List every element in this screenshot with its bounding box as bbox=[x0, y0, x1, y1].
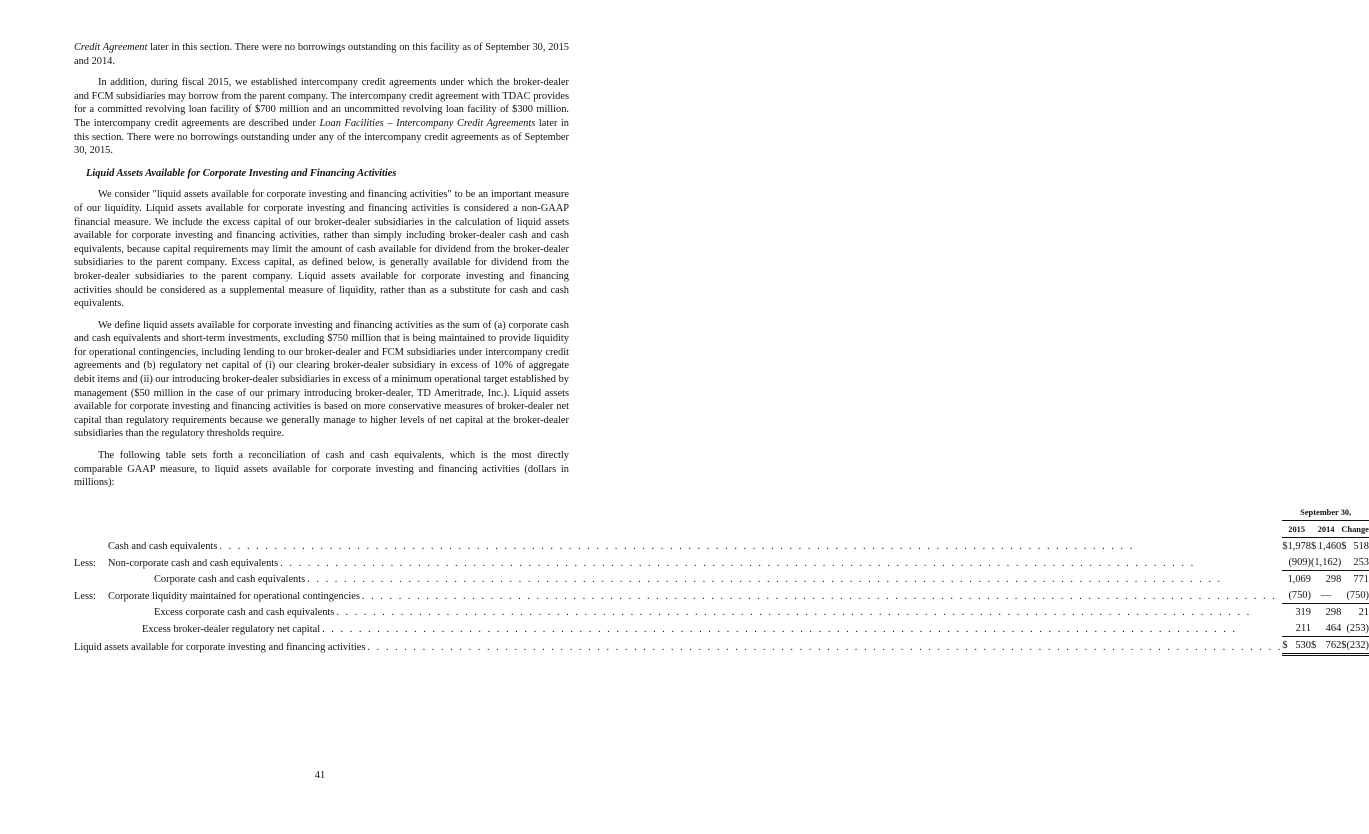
value-2015: 1,069 bbox=[1287, 574, 1311, 586]
less-label: Less: bbox=[74, 557, 96, 569]
value-2014: 762 bbox=[1325, 640, 1342, 652]
value-change: 771 bbox=[1353, 574, 1369, 586]
header-september-30: September 30, bbox=[1282, 504, 1369, 521]
value-2015: 530 bbox=[1295, 640, 1311, 652]
value-change: 21 bbox=[1358, 607, 1369, 619]
table-row: Cash and cash equivalents . . . $ 1,978 $ 1,460 $ 518 bbox=[74, 537, 1369, 554]
value-2015: (750) bbox=[1288, 590, 1311, 602]
paragraph-intercompany-credit: In addition, during fiscal 2015, we established intercompany credit agreements under which the broker-dealer and FCM subsidiaries may borrow from the parent company. The intercompany credit agreement with TDAC provides for a committed revolving loan facility of $700 million and an uncommitted revolving loan facility of $300 million. The intercompany credit agreements are described under Loan Facilities – Intercompany Credit Agreements later in this section. There were no borrowings outstanding under any of the intercompany credit agreements as of September 30, 2015. bbox=[74, 77, 569, 157]
table-row bbox=[74, 620, 1369, 637]
header-2014: 2014 bbox=[1311, 520, 1341, 537]
row-label: Excess broker-dealer regulatory net capital bbox=[142, 623, 321, 635]
paragraph-credit-agreement: Credit Agreement later in this section. There were no borrowings outstanding on this facility as of September 30, 2015 and 2014. bbox=[74, 42, 569, 67]
table-header-row bbox=[74, 520, 1369, 537]
value-2014: 298 bbox=[1325, 574, 1342, 586]
value-2015: 319 bbox=[1295, 607, 1311, 619]
value-2014: 298 bbox=[1325, 607, 1342, 619]
table-row-total: Liquid assets available for corporate investing and financing activities . . . $ 530 $ 762 $ (232) bbox=[74, 636, 1369, 654]
table-row bbox=[74, 554, 1369, 571]
credit-agreement-ref: Credit Agreement bbox=[74, 42, 148, 53]
value-2014: (1,162) bbox=[1310, 557, 1342, 569]
reconciliation-table bbox=[74, 504, 1369, 656]
row-label: Excess corporate cash and cash equivalents bbox=[154, 607, 335, 619]
value-2014: 1,460 bbox=[1317, 541, 1342, 553]
table-header-span-row bbox=[74, 504, 1369, 521]
row-label: Liquid assets available for corporate investing and financing activities bbox=[74, 641, 366, 653]
value-change: (253) bbox=[1346, 623, 1369, 635]
document-page bbox=[74, 41, 1369, 656]
header-change: Change bbox=[1341, 520, 1369, 537]
value-2014: 464 bbox=[1325, 623, 1342, 635]
paragraph-liquid-assets-definition: We define liquid assets available for corporate investing and financing activities as the sum of (a) corporate cash and cash equivalents and short-term investments, excluding $750 million that is being maintained to provide liquidity for operational contingencies, including lending to our broker-dealer and FCM subsidiaries under intercompany credit agreements and (b) regulatory net capital of (i) our clearing broker-dealer subsidiary in excess of 10% of aggregate debit items and (ii) our introducing broker-dealer subsidiaries in excess of a minimum operational target established by management ($50 million in the case of our primary introducing broker-dealer, TD Ameritrade, Inc.). Liquid assets available for corporate investing and financing activities is based on more conservative measures of broker-dealer net capital than regulatory requirements because we generally manage to higher levels of net capital at the broker-dealer subsidiaries than the regulatory thresholds require. bbox=[74, 319, 569, 440]
table-row bbox=[74, 570, 1369, 587]
section-heading: Liquid Assets Available for Corporate Investing and Financing Activities bbox=[86, 167, 397, 179]
value-2015: 1,978 bbox=[1287, 541, 1311, 553]
row-label: Non-corporate cash and cash equivalents bbox=[108, 557, 279, 569]
loan-facilities-ref: Loan Facilities – Intercompany Credit Agreements bbox=[319, 117, 536, 129]
header-2015: 2015 bbox=[1282, 520, 1311, 537]
paragraph-table-intro: The following table sets forth a reconciliation of cash and cash equivalents, which is the most directly comparable GAAP measure, to liquid assets available for corporate investing and financing activities (dollars in millions): bbox=[74, 450, 569, 489]
paragraph-liquidity-measure: We consider "liquid assets available for corporate investing and financing activities" to be an important measure of our liquidity. Liquid assets available for corporate investing and financing activities is considered a non-GAAP financial measure. We include the excess capital of our broker-dealer subsidiaries in the calculation of liquid assets available for corporate investing and financing activities, rather than simply including broker-dealer cash and cash equivalents, because capital requirements may limit the amount of cash available for dividend from the broker-dealer subsidiaries to the parent company. Excess capital, as defined below, is generally available for dividend from the broker-dealer subsidiaries to the parent company. Liquid assets available for corporate investing and financing activities should be considered as a supplemental measure of liquidity, rather than as a substitute for cash and cash equivalents. bbox=[74, 189, 569, 310]
value-change: 253 bbox=[1353, 557, 1369, 569]
row-label: Corporate cash and cash equivalents bbox=[154, 574, 306, 586]
row-label: Corporate liquidity maintained for operational contingencies bbox=[108, 590, 360, 602]
page-number: 41 bbox=[314, 770, 326, 781]
row-label: Cash and cash equivalents bbox=[108, 541, 218, 553]
value-change: (750) bbox=[1346, 590, 1369, 602]
value-2014: — bbox=[1320, 590, 1332, 602]
value-change: 518 bbox=[1353, 541, 1369, 553]
value-change: (232) bbox=[1346, 640, 1369, 652]
table-row bbox=[74, 587, 1369, 604]
value-2015: (909) bbox=[1288, 557, 1311, 569]
less-label: Less: bbox=[74, 590, 96, 602]
value-2015: 211 bbox=[1295, 623, 1311, 635]
table-row bbox=[74, 603, 1369, 620]
